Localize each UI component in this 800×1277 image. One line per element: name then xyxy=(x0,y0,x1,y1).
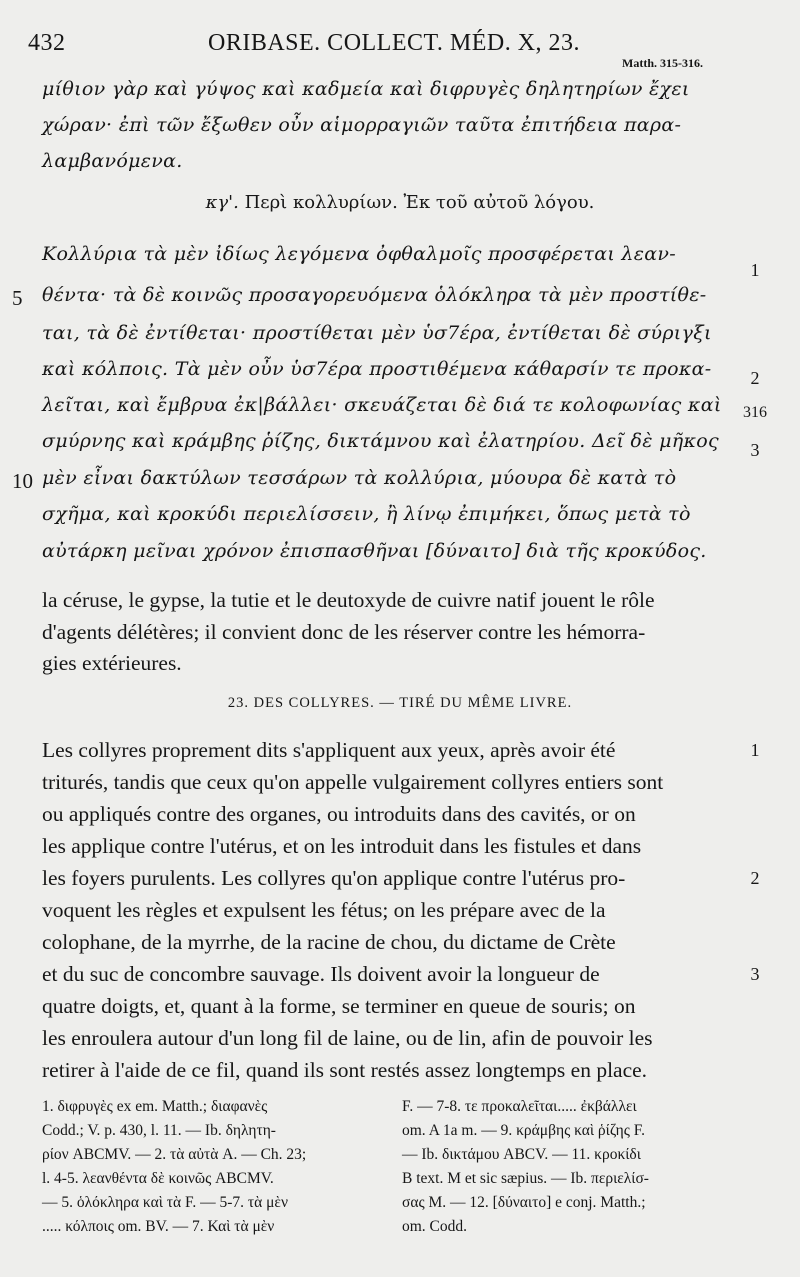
footnote-line: F. — 7-8. τε προκαλεῖται..... ἐκβάλλει xyxy=(402,1098,637,1115)
greek-chapter-title: Περὶ κολλυρίων. xyxy=(244,192,398,213)
greek-body-line: σμύρνης καὶ κράμβης ῥίζης, δικτάμνου καὶ ἐλατηρίου. Δεῖ δὲ μῆκος xyxy=(42,430,719,452)
paragraph-number: 1 xyxy=(750,740,760,760)
french-top-line: gies extérieures. xyxy=(42,651,182,675)
line-number: 10 xyxy=(12,469,33,493)
greek-top-line: λαμβανόμενα. xyxy=(42,150,183,172)
french-body-line: retirer à l'aide de ce fil, quand ils sont restés assez longtemps en place. xyxy=(42,1058,648,1082)
paragraph-number: 2 xyxy=(750,368,760,388)
greek-chapter-heading xyxy=(0,192,800,213)
greek-body-line: θέντα· τὰ δὲ κοινῶς προσαγορευόμενα ὁλόκληρα τὰ μὲν προστίθε- xyxy=(42,284,707,306)
greek-body-line: ται, τὰ δὲ ἐντίθεται· προστίθεται μὲν ὑσ7έρα, ἐντίθεται δὲ σύριγξι xyxy=(42,322,712,344)
footnote-line: om. Codd. xyxy=(402,1218,468,1235)
french-body-line: les foyers purulents. Les collyres qu'on applique contre l'utérus pro- xyxy=(42,866,626,890)
greek-body-line: αὐτάρκη μεῖναι χρόνον ἐπισπασθῆναι [δύναιτο] διὰ τῆς κροκύδος. xyxy=(42,540,707,562)
footnote-line: — 5. ὁλόκληρα καὶ τὰ F. — 5-7. τὰ μὲν xyxy=(42,1194,288,1211)
edition-page-number: 316 xyxy=(743,404,767,421)
footnote-line: ..... κόλποις om. BV. — 7. Καὶ τὰ μὲν xyxy=(42,1218,275,1235)
paragraph-number: 2 xyxy=(750,868,760,888)
greek-body-line xyxy=(42,243,737,265)
footnote-line: om. A 1a m. — 9. κράμβης καὶ ῥίζης F. xyxy=(402,1122,646,1139)
greek-body-line: μὲν εἶναι δακτύλων τεσσάρων τὰ κολλύρια, μύουρα δὲ κατὰ τὸ xyxy=(42,467,677,489)
page-number: 432 xyxy=(28,30,66,56)
greek-body-line: σχῆμα, καὶ κροκύδι περιελίσσειν, ἢ λίνῳ ἐπιμήκει, ὅπως μετὰ τὸ xyxy=(42,503,691,525)
french-top-line: la céruse, le gypse, la tutie et le deutoxyde de cuivre natif jouent le rôle xyxy=(42,588,655,612)
greek-top-line: μίθιον γὰρ καὶ γύψος καὶ καδμεία καὶ διφρυγὲς δηλητηρίων ἔχει xyxy=(42,78,690,100)
greek-top-line: χώραν· ἐπὶ τῶν ἔξωθεν οὖν αἱμορραγιῶν ταῦτα ἐπιτήδεια παρα- xyxy=(42,114,682,136)
footnote-line: σας M. — 12. [δύναιτο] e conj. Matth.; xyxy=(402,1194,646,1211)
greek-chapter-source: Ἐκ τοῦ αὐτοῦ λόγου. xyxy=(403,192,595,213)
greek-body-text: Κολλύρια τὰ μὲν ἰδίως λεγόμενα ὀφθαλμοῖς προσφέρεται λεαν- xyxy=(42,243,676,265)
french-chapter-heading: 23. DES COLLYRES. — TIRÉ DU MÊME LIVRE. xyxy=(227,695,573,711)
running-title: ORIBASE. COLLECT. MÉD. X, 23. xyxy=(208,30,581,56)
french-body-line: triturés, tandis que ceux qu'on appelle vulgairement collyres entiers sont xyxy=(42,770,664,794)
footnote-line: ρίον ABCMV. — 2. τὰ αὐτὰ A. — Ch. 23; xyxy=(42,1146,307,1163)
paragraph-number: 1 xyxy=(750,260,760,280)
french-body-line: Les collyres proprement dits s'appliquent aux yeux, après avoir été xyxy=(42,738,616,762)
greek-body-line: λεῖται, καὶ ἔμβρυα ἐκ|βάλλει· σκευάζεται δὲ διά τε κολοφωνίας καὶ xyxy=(42,394,722,416)
french-body-line: les applique contre l'utérus, et on les introduit dans les fistules et dans xyxy=(42,834,642,858)
footnote-line: B text. M et sic sæpius. — Ib. περιελίσ- xyxy=(402,1170,649,1187)
paragraph-number: 3 xyxy=(750,964,760,984)
line-number: 5 xyxy=(12,286,23,310)
paragraph-number: 3 xyxy=(750,440,760,460)
matthaei-reference: Matth. 315-316. xyxy=(622,56,703,70)
footnote-line: — Ib. δικτάμου ABCV. — 11. κροκίδι xyxy=(402,1146,641,1163)
greek-chapter-number: κγ'. xyxy=(205,192,239,213)
greek-body-line: καὶ κόλποις. Τὰ μὲν οὖν ὑσ7έρα προστιθέμενα κάθαρσίν τε προκα- xyxy=(42,358,712,380)
french-body-line: colophane, de la myrrhe, de la racine de chou, du dictame de Crète xyxy=(42,930,616,954)
french-body-line: ou appliqués contre des organes, ou introduits dans des cavités, or on xyxy=(42,802,636,826)
french-body-line: quatre doigts, et, quant à la forme, se terminer en queue de souris; on xyxy=(42,994,636,1018)
french-top-line: d'agents délétères; il convient donc de les réserver contre les hémorra- xyxy=(42,620,646,644)
footnote-line: 1. διφρυγὲς ex em. Matth.; διαφανὲς xyxy=(42,1098,268,1115)
french-body-line: les enroulera autour d'un long fil de laine, ou de lin, afin de pouvoir les xyxy=(42,1026,653,1050)
french-body-line: voquent les règles et expulsent les fétus; on les prépare avec de la xyxy=(42,898,606,922)
footnote-line: l. 4-5. λεανθέντα δὲ κοινῶς ABCMV. xyxy=(42,1170,274,1187)
french-body-line: et du suc de concombre sauvage. Ils doivent avoir la longueur de xyxy=(42,962,600,986)
footnote-line: Codd.; V. p. 430, l. 11. — Ib. δηλητη- xyxy=(42,1122,276,1139)
